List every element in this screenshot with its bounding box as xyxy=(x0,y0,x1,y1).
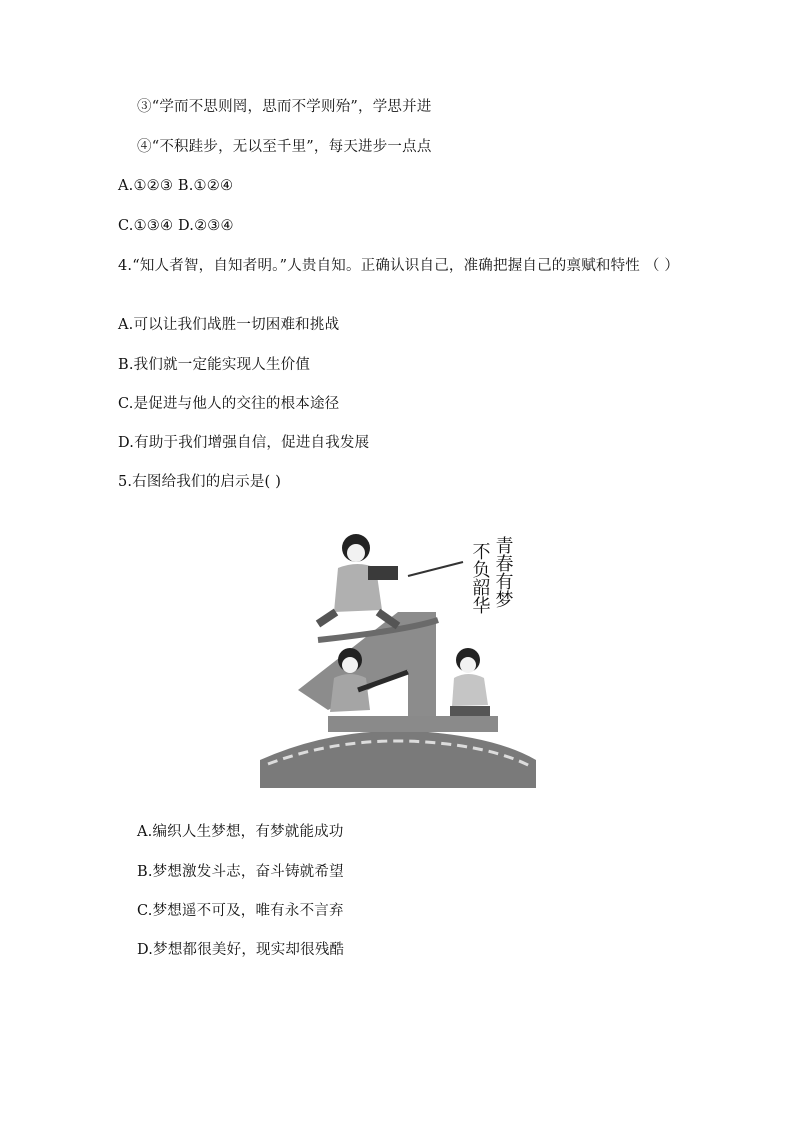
q5-stem: 5.右图给我们的启示是( ) xyxy=(118,474,282,490)
caption-column-2: 不负韶华 xyxy=(469,542,491,614)
q5-option-d: D.梦想都很美好，现实却很残酷 xyxy=(137,942,345,958)
q3-options-row-1: A.①②③ B.①②④ xyxy=(118,178,234,194)
q4-option-c: C.是促进与他人的交往的根本途径 xyxy=(118,396,340,412)
q5-option-b: B.梦想激发斗志，奋斗铸就希望 xyxy=(137,864,344,880)
caption-column-1: 青春有梦 xyxy=(492,536,514,608)
q5-cartoon-figure xyxy=(258,520,538,788)
q5-option-a: A.编织人生梦想，有梦就能成功 xyxy=(137,824,344,840)
q5-option-c: C.梦想遥不可及，唯有永不言弃 xyxy=(137,903,344,919)
q3-options-row-2: C.①③④ D.②③④ xyxy=(118,218,234,234)
statement-3: ③“学而不思则罔，思而不学则殆”，学思并进 xyxy=(137,99,432,115)
q4-option-a: A.可以让我们战胜一切困难和挑战 xyxy=(118,317,340,333)
q4-stem: 4.“知人者智，自知者明。”人贵自知。正确认识自己，准确把握自己的禀赋和特性 （ ） xyxy=(118,258,680,274)
q4-option-d: D.有助于我们增强自信，促进自我发展 xyxy=(118,435,370,451)
q4-option-b: B.我们就一定能实现人生价值 xyxy=(118,357,311,373)
statement-4: ④“不积跬步，无以至千里”，每天进步一点点 xyxy=(137,139,432,155)
